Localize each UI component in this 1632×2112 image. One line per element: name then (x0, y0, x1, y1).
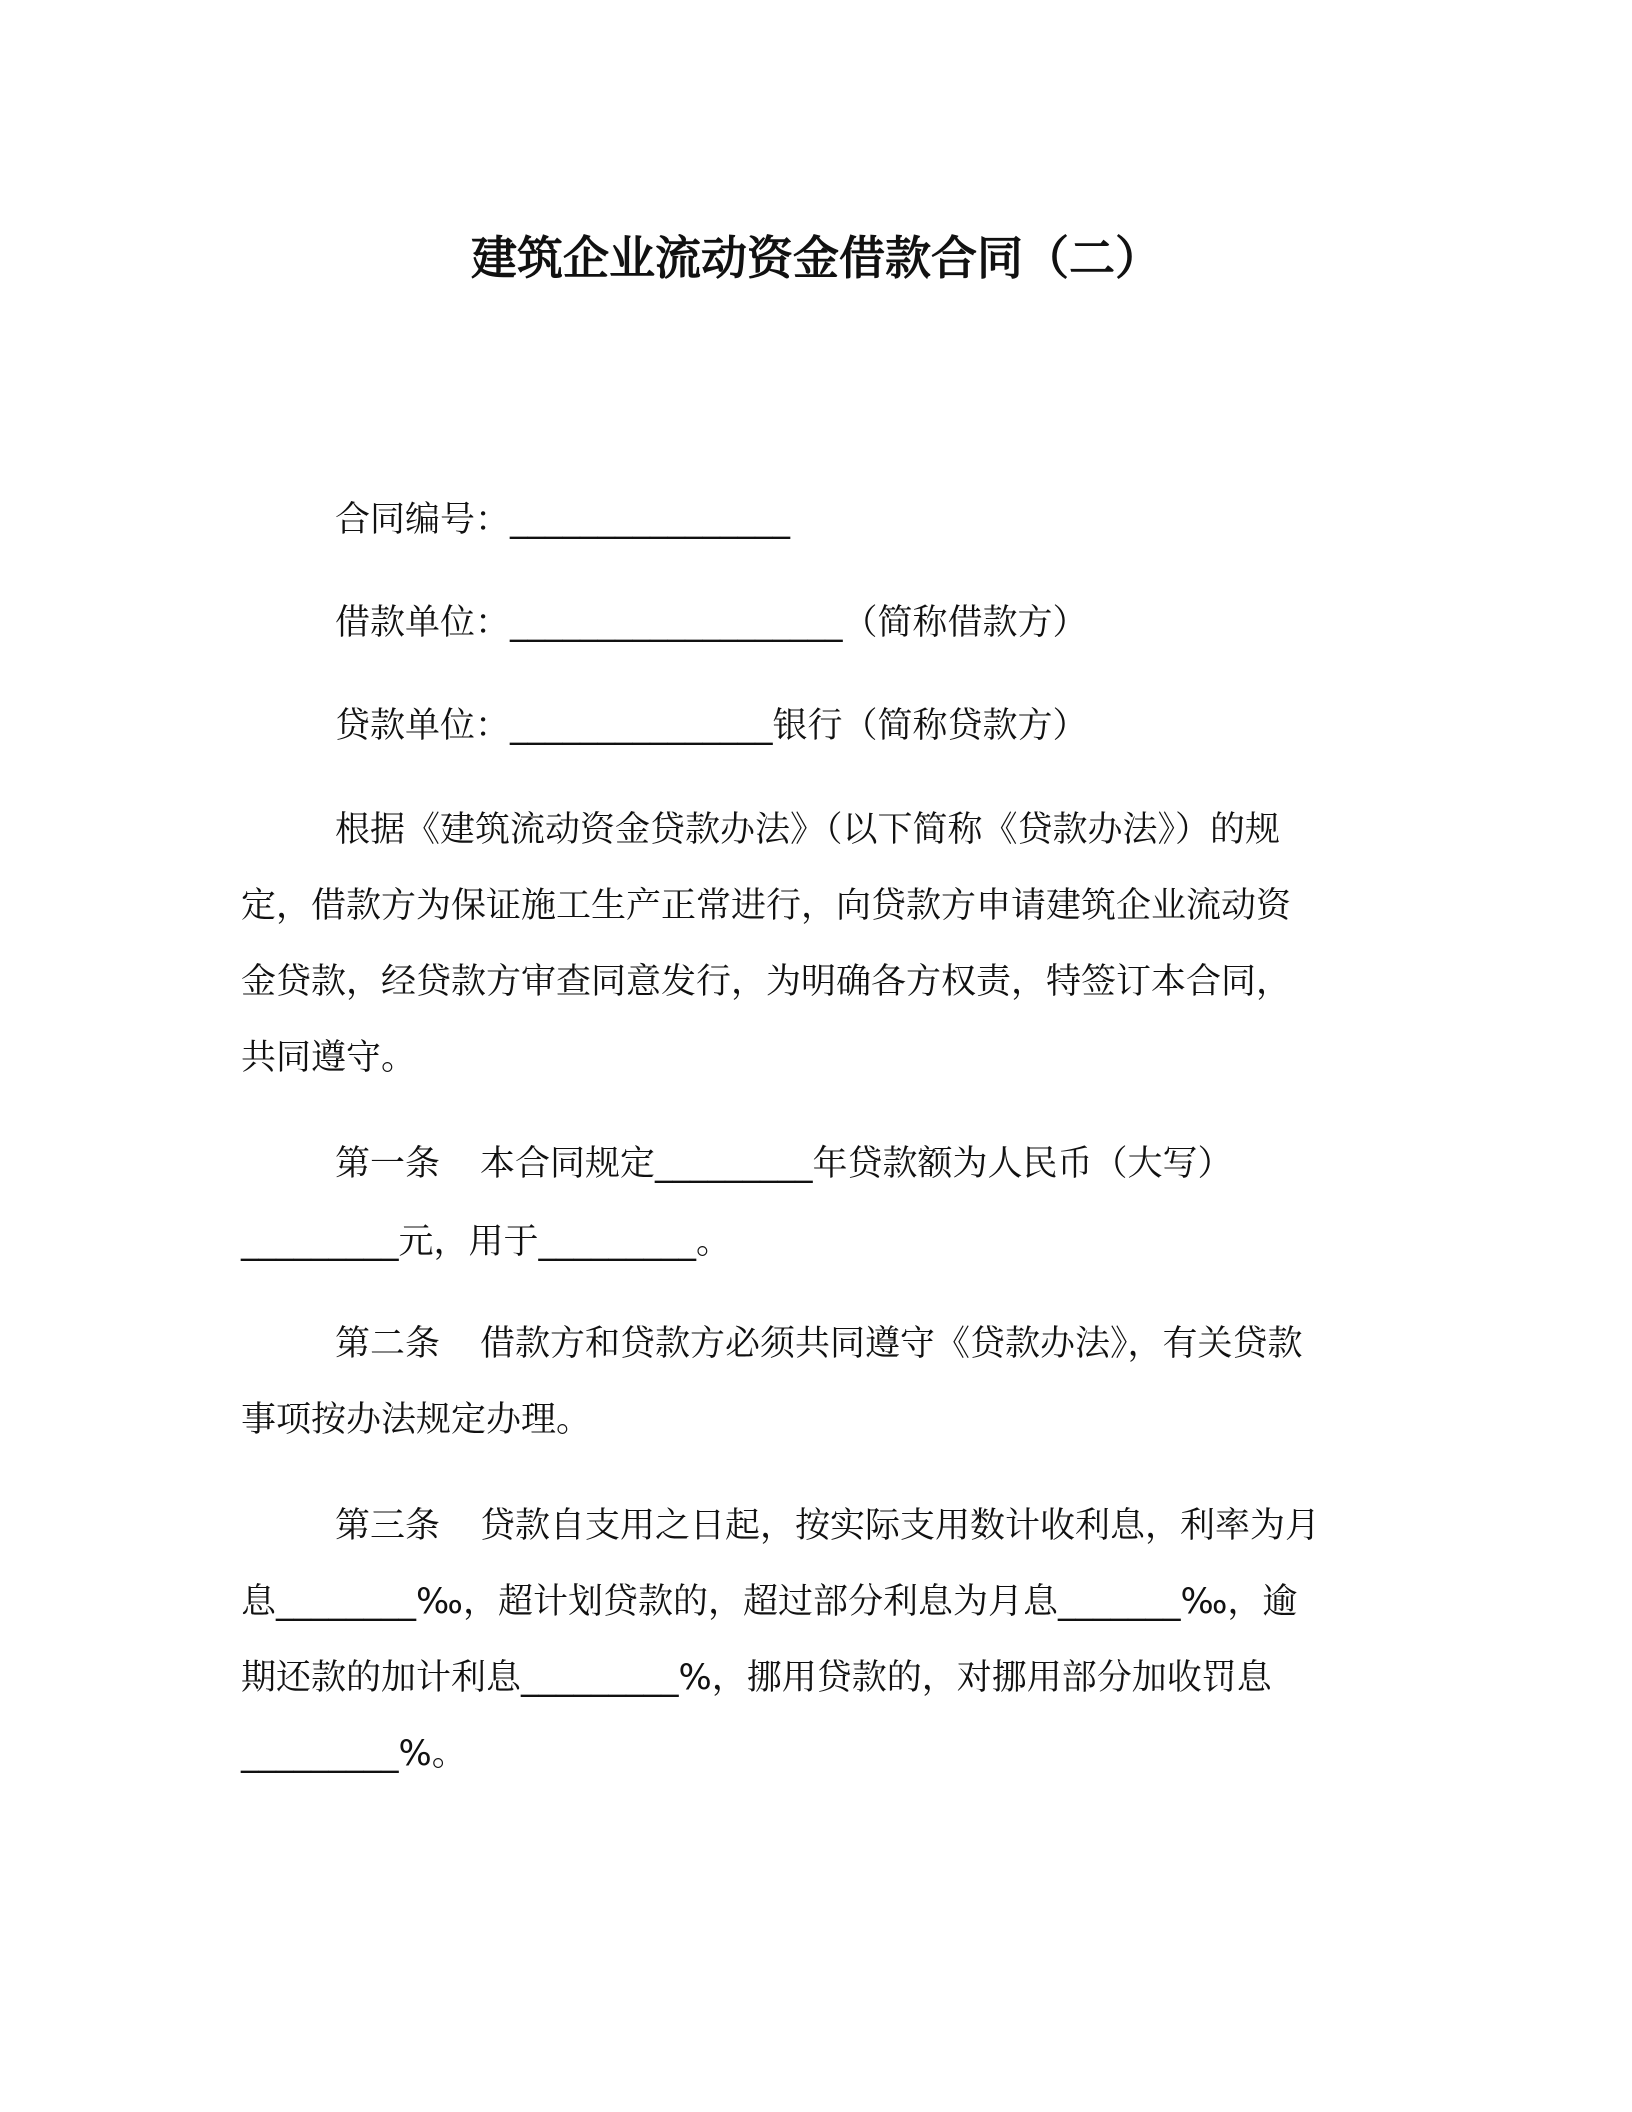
article-2-line (241, 1382, 1391, 1458)
preamble-line (241, 944, 1391, 1020)
preamble-line-1: 根据《建筑流动资金贷款办法》（以下简称《贷款办法》）的规 (335, 810, 1281, 850)
preamble-line-2: 定，借款方为保证施工生产正常进行，向贷款方申请建筑企业流动资 (241, 886, 1292, 926)
preamble-line-3: 金贷款，经贷款方审查同意发行，为明确各方权责，特签订本合同， (241, 962, 1292, 1002)
article-2-heading: 第二条 (335, 1324, 441, 1364)
article-1-line-2: _________元，用于_________。 (241, 1222, 732, 1262)
article-1-line (241, 1204, 1391, 1280)
article-2-line-2: 事项按办法规定办理。 (241, 1400, 592, 1440)
document-title: 建筑企业流动资金借款合同（二） (471, 231, 1161, 285)
article-3-line-1: 贷款自支用之日起，按实际支用数计收利息，利率为月 (480, 1506, 1321, 1546)
lender-text: 贷款单位：_______________银行（简称贷款方） (335, 706, 1088, 746)
borrower-field (241, 585, 1391, 661)
preamble-line (241, 792, 1391, 868)
article-1-line-1: 本合同规定_________年贷款额为人民币（大写） (480, 1144, 1233, 1184)
preamble-line (241, 868, 1391, 944)
article-1-heading: 第一条 (335, 1144, 441, 1184)
preamble-line-4: 共同遵守。 (241, 1038, 417, 1078)
preamble-line (241, 1020, 1391, 1096)
article-2-line-1: 借款方和贷款方必须共同遵守《贷款办法》，有关贷款 (480, 1324, 1303, 1364)
borrower-text: 借款单位：___________________（简称借款方） (335, 603, 1088, 643)
article-3-heading: 第三条 (335, 1506, 441, 1546)
contract-number-field (241, 482, 1391, 558)
article-3-line (241, 1488, 1391, 1564)
article-3-line (241, 1564, 1391, 1640)
article-3-line (241, 1716, 1391, 1792)
contract-number-text: 合同编号：________________ (335, 500, 791, 540)
article-3-line-4: _________%。 (241, 1734, 467, 1774)
article-3-line-3: 期还款的加计利息_________%，挪用贷款的，对挪用部分加收罚息 (241, 1658, 1272, 1698)
article-3-line (241, 1640, 1391, 1716)
article-1-line (241, 1126, 1391, 1202)
article-3-line-2: 息________‰，超计划贷款的，超过部分利息为月息_______‰，逾 (241, 1582, 1298, 1622)
article-2-line (241, 1306, 1391, 1382)
lender-field (241, 688, 1391, 764)
